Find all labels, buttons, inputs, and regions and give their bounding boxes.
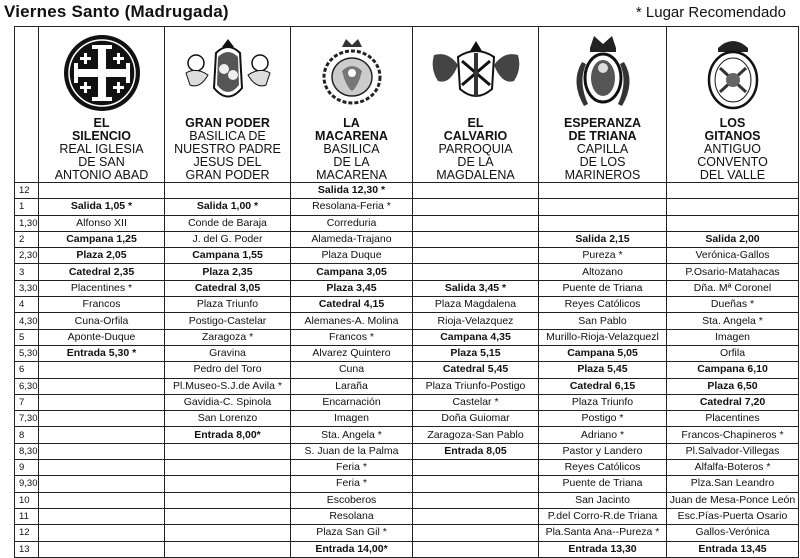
table-row bbox=[15, 183, 799, 199]
route-cell: Campana 6,10 bbox=[667, 362, 799, 378]
route-cell bbox=[39, 443, 165, 459]
route-cell: Plaza Triunfo-Postigo bbox=[413, 378, 539, 394]
column-header-macarena bbox=[291, 27, 413, 183]
time-cell: 8,30 bbox=[15, 443, 39, 459]
route-cell bbox=[165, 492, 291, 508]
route-cell bbox=[39, 183, 165, 199]
route-cell: P.del Corro-R.de Triana bbox=[539, 508, 667, 524]
schedule-body bbox=[15, 183, 799, 558]
route-cell: Imagen bbox=[291, 411, 413, 427]
route-cell: Zaragoza-San Pablo bbox=[413, 427, 539, 443]
route-cell bbox=[413, 492, 539, 508]
route-cell: Entrada 5,30 * bbox=[39, 345, 165, 361]
route-cell: Dueñas * bbox=[667, 297, 799, 313]
time-cell: 6 bbox=[15, 362, 39, 378]
route-cell bbox=[413, 183, 539, 199]
time-cell: 2 bbox=[15, 231, 39, 247]
header-row bbox=[15, 27, 799, 183]
route-cell: Postigo * bbox=[539, 411, 667, 427]
route-cell: Alameda-Trajano bbox=[291, 231, 413, 247]
table-row bbox=[15, 378, 799, 394]
route-cell: Verónica-Gallos bbox=[667, 248, 799, 264]
route-cell: Plaza 2,35 bbox=[165, 264, 291, 280]
route-cell bbox=[165, 508, 291, 524]
table-row bbox=[15, 345, 799, 361]
column-name: EL CALVARIO bbox=[443, 116, 508, 143]
column-location: REAL IGLESIA DE SAN ANTONIO ABAD bbox=[54, 142, 149, 182]
column-location: BASILICA DE NUESTRO PADRE JESUS DEL GRAN PODER bbox=[174, 129, 281, 182]
route-cell: Pureza * bbox=[539, 248, 667, 264]
route-cell bbox=[413, 215, 539, 231]
route-cell: Gallos-Verónica bbox=[667, 525, 799, 541]
column-name: LA MACARENA bbox=[315, 116, 388, 143]
time-cell: 12 bbox=[15, 525, 39, 541]
route-cell: J. del G. Poder bbox=[165, 231, 291, 247]
route-cell bbox=[667, 199, 799, 215]
route-cell: Campana 1,55 bbox=[165, 248, 291, 264]
route-cell: Campana 3,05 bbox=[291, 264, 413, 280]
route-cell: Placentines bbox=[667, 411, 799, 427]
column-name: GRAN PODER bbox=[185, 116, 270, 130]
time-cell: 4,30 bbox=[15, 313, 39, 329]
route-cell: Resolana-Feria * bbox=[291, 199, 413, 215]
route-cell: Francos-Chapineros * bbox=[667, 427, 799, 443]
route-cell: Reyes Católicos bbox=[539, 297, 667, 313]
column-name: EL SILENCIO bbox=[71, 116, 132, 143]
route-cell: Doña Guiomar bbox=[413, 411, 539, 427]
route-cell bbox=[539, 215, 667, 231]
cherubs-shield-icon bbox=[178, 31, 278, 115]
route-cell bbox=[413, 248, 539, 264]
time-cell: 8 bbox=[15, 427, 39, 443]
route-cell: Entrada 14,00* bbox=[291, 541, 413, 557]
route-cell: Placentines * bbox=[39, 280, 165, 296]
table-row bbox=[15, 394, 799, 410]
route-cell: Encarnación bbox=[291, 394, 413, 410]
route-cell bbox=[39, 492, 165, 508]
route-cell bbox=[165, 183, 291, 199]
table-row bbox=[15, 411, 799, 427]
route-cell: San Pablo bbox=[539, 313, 667, 329]
time-cell: 3,30 bbox=[15, 280, 39, 296]
column-header-silencio bbox=[39, 27, 165, 183]
route-cell: Gavidia-C. Spinola bbox=[165, 394, 291, 410]
table-row bbox=[15, 460, 799, 476]
route-cell: Plaza 2,05 bbox=[39, 248, 165, 264]
time-cell: 12 bbox=[15, 183, 39, 199]
route-cell: Salida 2,00 bbox=[667, 231, 799, 247]
route-cell: Catedral 7,20 bbox=[667, 394, 799, 410]
route-cell bbox=[39, 508, 165, 524]
column-location: BASILICA DE LA MACARENA bbox=[316, 142, 387, 182]
table-row bbox=[15, 313, 799, 329]
route-cell bbox=[39, 541, 165, 557]
page-title: Viernes Santo (Madrugada) bbox=[4, 2, 229, 21]
route-cell: Juan de Mesa-Ponce León bbox=[667, 492, 799, 508]
time-cell: 9,30 bbox=[15, 476, 39, 492]
route-cell: Alfalfa-Boteros * bbox=[667, 460, 799, 476]
time-cell: 1 bbox=[15, 199, 39, 215]
time-cell: 3 bbox=[15, 264, 39, 280]
route-cell: Adriano * bbox=[539, 427, 667, 443]
route-cell: Plaza 6,50 bbox=[667, 378, 799, 394]
route-cell: Feria * bbox=[291, 476, 413, 492]
route-cell: Murillo-Rioja-Velazquezl bbox=[539, 329, 667, 345]
route-cell bbox=[539, 199, 667, 215]
table-row bbox=[15, 508, 799, 524]
time-cell: 11 bbox=[15, 508, 39, 524]
column-name: LOS GITANOS bbox=[704, 116, 761, 143]
route-cell bbox=[39, 476, 165, 492]
time-cell: 13 bbox=[15, 541, 39, 557]
route-cell: Alfonso XII bbox=[39, 215, 165, 231]
route-cell: Catedral 4,15 bbox=[291, 297, 413, 313]
route-cell: S. Juan de la Palma bbox=[291, 443, 413, 459]
time-cell: 4 bbox=[15, 297, 39, 313]
time-cell: 10 bbox=[15, 492, 39, 508]
route-cell bbox=[413, 476, 539, 492]
route-cell: Zaragoza * bbox=[165, 329, 291, 345]
route-cell: Pedro del Toro bbox=[165, 362, 291, 378]
route-cell: Puente de Triana bbox=[539, 476, 667, 492]
route-cell: Rioja-Velazquez bbox=[413, 313, 539, 329]
table-row bbox=[15, 443, 799, 459]
crowned-medallion-icon bbox=[558, 31, 648, 115]
route-cell: Puente de Triana bbox=[539, 280, 667, 296]
route-cell bbox=[165, 541, 291, 557]
route-cell: P.Osario-Matahacas bbox=[667, 264, 799, 280]
table-row bbox=[15, 329, 799, 345]
time-cell: 7 bbox=[15, 394, 39, 410]
route-cell: Entrada 8,05 bbox=[413, 443, 539, 459]
route-cell: Conde de Baraja bbox=[165, 215, 291, 231]
route-cell: Salida 1,05 * bbox=[39, 199, 165, 215]
route-cell: Sta. Angela * bbox=[291, 427, 413, 443]
route-cell: Plaza Triunfo bbox=[539, 394, 667, 410]
route-cell bbox=[413, 460, 539, 476]
route-cell: Campana 4,35 bbox=[413, 329, 539, 345]
route-cell bbox=[165, 443, 291, 459]
route-cell bbox=[39, 427, 165, 443]
route-cell bbox=[413, 231, 539, 247]
route-cell: Francos * bbox=[291, 329, 413, 345]
route-cell bbox=[39, 378, 165, 394]
route-cell: Reyes Católicos bbox=[539, 460, 667, 476]
route-cell: Imagen bbox=[667, 329, 799, 345]
table-row bbox=[15, 248, 799, 264]
route-cell: Salida 3,45 * bbox=[413, 280, 539, 296]
table-row bbox=[15, 264, 799, 280]
time-cell: 1,30 bbox=[15, 215, 39, 231]
column-header-gran-poder bbox=[165, 27, 291, 183]
route-cell: Escoberos bbox=[291, 492, 413, 508]
table-row bbox=[15, 541, 799, 557]
route-cell bbox=[539, 183, 667, 199]
column-location: CAPILLA DE LOS MARINEROS bbox=[564, 142, 641, 182]
table-row bbox=[15, 492, 799, 508]
route-cell bbox=[667, 183, 799, 199]
corner-cell bbox=[15, 27, 39, 183]
jerusalem-cross-icon bbox=[62, 31, 142, 115]
table-row bbox=[15, 427, 799, 443]
route-cell: Altozano bbox=[539, 264, 667, 280]
route-cell: Dña. Mª Coronel bbox=[667, 280, 799, 296]
route-cell: Catedral 3,05 bbox=[165, 280, 291, 296]
route-cell bbox=[667, 215, 799, 231]
route-cell: Campana 5,05 bbox=[539, 345, 667, 361]
route-cell bbox=[165, 476, 291, 492]
time-cell: 6,30 bbox=[15, 378, 39, 394]
table-row bbox=[15, 362, 799, 378]
table-row bbox=[15, 476, 799, 492]
time-cell: 7,30 bbox=[15, 411, 39, 427]
route-cell: Plaza San Gil * bbox=[291, 525, 413, 541]
route-cell bbox=[39, 460, 165, 476]
route-cell bbox=[413, 508, 539, 524]
route-cell: Entrada 13,30 bbox=[539, 541, 667, 557]
time-cell: 5,30 bbox=[15, 345, 39, 361]
route-cell bbox=[39, 394, 165, 410]
route-cell: Catedral 2,35 bbox=[39, 264, 165, 280]
route-cell: Plaza Triunfo bbox=[165, 297, 291, 313]
route-cell: Salida 12,30 * bbox=[291, 183, 413, 199]
route-cell: Plaza 3,45 bbox=[291, 280, 413, 296]
route-cell: Entrada 13,45 bbox=[667, 541, 799, 557]
route-cell: Laraña bbox=[291, 378, 413, 394]
route-cell: San Jacinto bbox=[539, 492, 667, 508]
route-cell bbox=[39, 362, 165, 378]
route-cell: Pl.Salvador-Villegas bbox=[667, 443, 799, 459]
route-cell: Postigo-Castelar bbox=[165, 313, 291, 329]
route-cell: Plaza Magdalena bbox=[413, 297, 539, 313]
route-cell: Feria * bbox=[291, 460, 413, 476]
route-cell: Plza.San Leandro bbox=[667, 476, 799, 492]
route-cell: Cuna bbox=[291, 362, 413, 378]
column-header-calvario bbox=[413, 27, 539, 183]
schedule-table bbox=[14, 26, 799, 558]
crowned-oval-icon bbox=[698, 31, 768, 115]
route-cell: San Lorenzo bbox=[165, 411, 291, 427]
route-cell bbox=[165, 460, 291, 476]
route-cell: Pla.Santa Ana--Pureza * bbox=[539, 525, 667, 541]
recommended-place-note: * Lugar Recomendado bbox=[635, 4, 786, 21]
route-cell: Esc.Pías-Puerta Osario bbox=[667, 508, 799, 524]
table-row bbox=[15, 215, 799, 231]
route-cell: Catedral 5,45 bbox=[413, 362, 539, 378]
column-name: ESPERANZA DE TRIANA bbox=[563, 116, 642, 143]
table-row bbox=[15, 280, 799, 296]
route-cell: Salida 1,00 * bbox=[165, 199, 291, 215]
column-location: ANTIGUO CONVENTO DEL VALLE bbox=[697, 142, 768, 182]
route-cell: Francos bbox=[39, 297, 165, 313]
route-cell: Aponte-Duque bbox=[39, 329, 165, 345]
route-cell: Correduria bbox=[291, 215, 413, 231]
route-cell: Alemanes-A. Molina bbox=[291, 313, 413, 329]
route-cell: Gravina bbox=[165, 345, 291, 361]
route-cell: Plaza 5,15 bbox=[413, 345, 539, 361]
route-cell: Entrada 8,00* bbox=[165, 427, 291, 443]
time-cell: 9 bbox=[15, 460, 39, 476]
route-cell bbox=[413, 199, 539, 215]
route-cell: Pastor y Landero bbox=[539, 443, 667, 459]
route-cell: Resolana bbox=[291, 508, 413, 524]
angels-shield-icon bbox=[428, 31, 524, 115]
table-row bbox=[15, 231, 799, 247]
route-cell: Pl.Museo-S.J.de Avila * bbox=[165, 378, 291, 394]
route-cell: Cuna-Orfila bbox=[39, 313, 165, 329]
table-row bbox=[15, 297, 799, 313]
column-header-gitanos bbox=[667, 27, 799, 183]
table-row bbox=[15, 199, 799, 215]
route-cell: Salida 2,15 bbox=[539, 231, 667, 247]
column-header-esperanza-triana bbox=[539, 27, 667, 183]
route-cell: Campana 1,25 bbox=[39, 231, 165, 247]
route-cell: Alvarez Quintero bbox=[291, 345, 413, 361]
route-cell bbox=[413, 264, 539, 280]
route-cell: Plaza Duque bbox=[291, 248, 413, 264]
route-cell: Castelar * bbox=[413, 394, 539, 410]
crowned-wreath-icon bbox=[312, 31, 392, 115]
time-cell: 2,30 bbox=[15, 248, 39, 264]
route-cell: Catedral 6,15 bbox=[539, 378, 667, 394]
route-cell bbox=[413, 541, 539, 557]
route-cell: Orfila bbox=[667, 345, 799, 361]
route-cell bbox=[39, 411, 165, 427]
time-cell: 5 bbox=[15, 329, 39, 345]
column-location: PARROQUIA DE LA MAGDALENA bbox=[436, 142, 515, 182]
route-cell: Sta. Angela * bbox=[667, 313, 799, 329]
route-cell: Plaza 5,45 bbox=[539, 362, 667, 378]
